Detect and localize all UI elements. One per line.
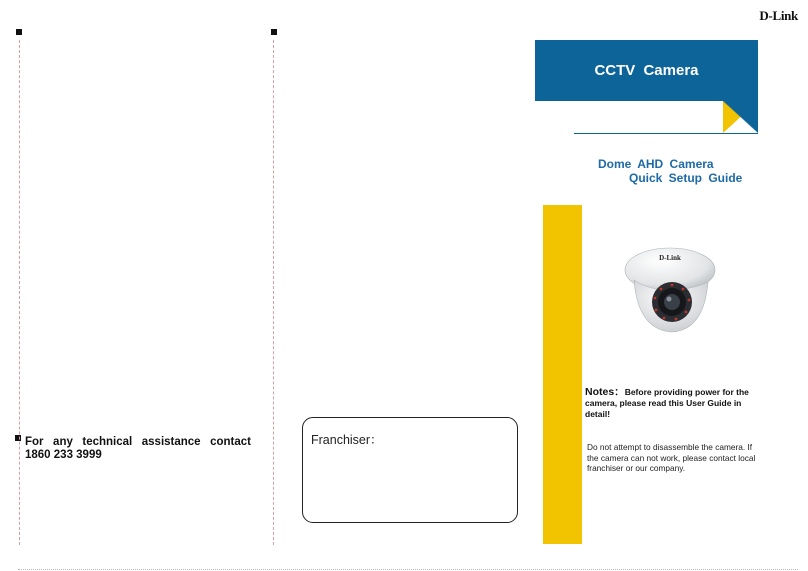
warning-text: Do not attempt to disassemble the camera. If the camera can not work, please contact local franchiser or our company. xyxy=(587,442,756,473)
franchiser-label: Franchiser： xyxy=(311,433,383,447)
fold-marker-assist xyxy=(15,435,21,441)
fold-marker-left xyxy=(16,29,22,35)
fold-marker-middle xyxy=(271,29,277,35)
banner-fold-triangle xyxy=(723,101,758,133)
yellow-side-bar xyxy=(543,205,582,544)
dlink-logo: D-Link xyxy=(759,8,798,23)
bottom-trim-line xyxy=(18,569,798,570)
dome-camera-image xyxy=(620,244,720,336)
fold-line-left xyxy=(19,40,20,545)
banner-title: CCTV Camera xyxy=(594,62,699,79)
fold-line-middle xyxy=(273,40,274,545)
guide-subtitle: Quick Setup Guide xyxy=(629,171,743,185)
franchiser-box xyxy=(302,417,518,523)
support-phone: 1860 233 3999 xyxy=(25,449,102,461)
product-subtitle: Dome AHD Camera xyxy=(598,157,714,171)
banner-underline xyxy=(574,133,758,134)
title-banner xyxy=(535,40,758,101)
assistance-text: For any technical assistance contact xyxy=(25,436,251,448)
camera-logo-text: D-Link xyxy=(659,254,681,262)
notes-label: Notes： xyxy=(585,386,625,398)
notes-block xyxy=(585,387,757,420)
notes-text: Before providing power for the camera, please read this User Guide in detail! xyxy=(585,387,749,419)
